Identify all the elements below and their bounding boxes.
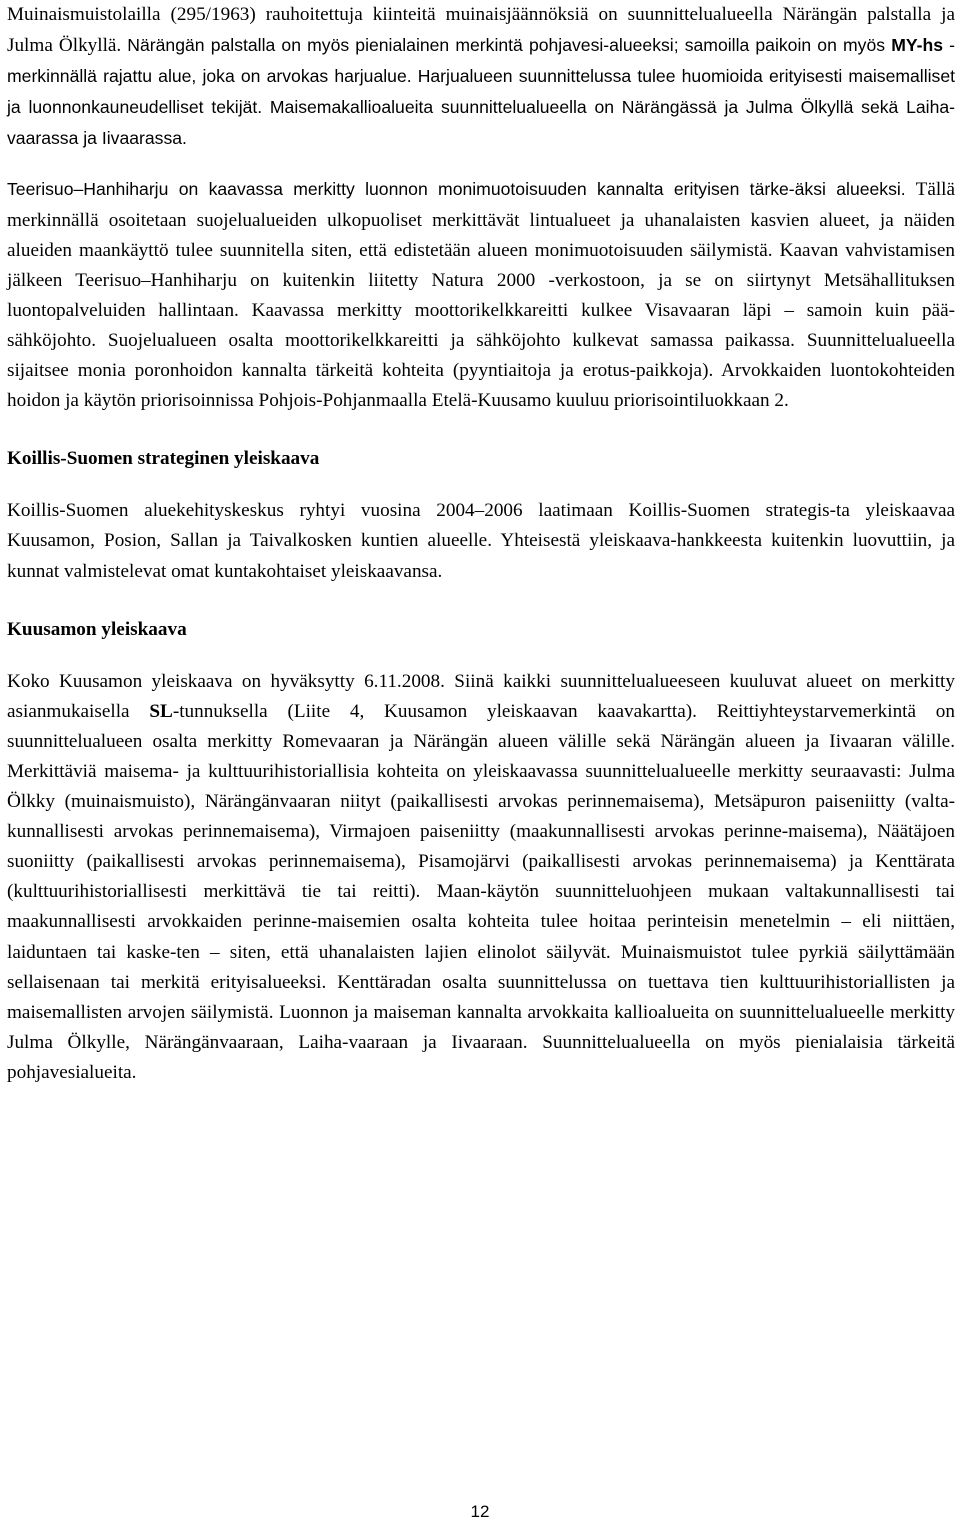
section-heading-strategic-plan: Koillis-Suomen strateginen yleiskaava <box>7 448 320 470</box>
teerisuo-paragraph <box>7 174 955 416</box>
kuusamo-plan-text-b: -tunnuksella (Liite 4, Kuusamon yleiskaavan kaavakartta). Reittiyhteystarvemerkintä on suunnittelualueen osalta merkitty Romevaaran ja Närängän alueen välille sekä Närängän alueen ja Iivaaran välille. Merkittäviä maisema- ja kulttuurihistoriallisia kohteita on yleiskaavassa suunnittelualueelle merkitty seuraavasti: Julma Ölkky (muinaismuisto), Närängänvaaran niityt (paikallisesti arvokas perinnemaisema), Metsäpuron paiseniitty (valta-kunnallisesti arvokas perinnemaisema), Virmajoen paiseniitty (maakunnallisesti arvokas perinne-maisema), Näätäjoen suoniitty (paikallisesti arvokas perinnemaisema), Pisamojärvi (paikallisesti arvokas perinnemaisema) ja Kenttärata (kulttuurihistoriallisesti merkittävä tie tai reitti). Maan-käytön suunnitteluohjeen mukaan valtakunnallisesti tai maakunnallisesti arvokkaiden perinne-maisemien osalta kohteita tulee hoitaa perinteisin menetelmin – eli niittäen, laiduntaen tai kaske-ten – siten, että uhanalaisten lajien elinolot säilyvät. Muinaismuistot tulee pyrkiä säilyttämään sellaisenaan tai merkitä erityisalueeksi. Kenttäradan osalta suunnittelussa on tuettava tien kulttuurihistoriallisten ja maisemallisten arvojen säilymistä. Luonnon ja maiseman kannalta arvokkaita kallioalueita on suunnittelualueelle merkitty Julma Ölkylle, Närängänvaaraan, Laiha-vaaraan ja Iivaaraan. Suunnittelualueella on myös pienialaisia tärkeitä pohjavesialueita. <box>7 700 955 1083</box>
intro-my-hs-code: MY-hs <box>891 35 943 56</box>
intro-sentence-2-end: -merkinnällä rajattu alue, joka on arvokas harjualue. <box>7 35 956 87</box>
kuusamo-sl-code: SL <box>149 700 173 722</box>
kuusamo-plan-text-a: Koko Kuusamon yleiskaava on hyväksytty 6.11.2008. Siinä kaikki suunnittelualueeseen kuuluvat alueet on merkitty asianmukaisella <box>7 670 955 722</box>
kuusamo-plan-paragraph <box>7 667 955 1088</box>
intro-sentence-1: Muinaismuistolailla (295/1963) rauhoitettuja kiinteitä muinaisjäännöksiä on suunnittelualueella Närängän palstalla ja Julma Ölkyllä. <box>7 4 955 57</box>
section-heading-kuusamo-plan: Kuusamon yleiskaava <box>7 618 187 640</box>
page-number: 12 <box>470 1502 490 1521</box>
teerisuo-body: Tällä merkinnällä osoitetaan suojelualueiden ulkopuoliset merkittävät lintualueet ja uhanalaisten kasvien alueet, ja näiden alueiden maankäyttö tulee suunnitella siten, että edistetään alueen monimuotoisuuden säilymistä. Kaavan vahvistamisen jälkeen Teerisuo–Hanhiharju on kuitenkin liitetty Natura 2000 -verkostoon, ja se on siirtynyt Metsähallituksen luontopalveluiden hallintaan. Kaavassa merkitty moottorikelkkareitti kulkee Visavaaran läpi – samoin kuin pää-sähköjohto. Suojelualueen osalta moottorikelkkareitti ja sähköjohto kulkevat samassa paikassa. Suunnittelualueella sijaitsee monia poronhoidon kannalta tärkeitä kohteita (pyyntiaitoja ja erotus-paikkoja). Arvokkaiden luontokohteiden hoidon ja käytön priorisoinnissa Pohjois-Pohjanmaalla Etelä-Kuusamo kuuluu priorisointiluokkaan 2. <box>7 179 956 412</box>
intro-sentence-3: Harjualueen suunnittelussa tulee huomioida erityisesti maisemalliset ja luonnonkauneudelliset tekijät. <box>7 66 955 118</box>
intro-sentence-4: Maisemakallioalueita suunnittelualueella on Närängässä ja Julma Ölkyllä sekä Laiha-vaarassa ja Iivaarassa. <box>7 97 955 149</box>
document-page <box>7 0 955 1088</box>
intro-sentence-2: Närängän palstalla on myös pienialainen merkintä pohjavesi-alueeksi; samoilla paikoin on myös <box>127 35 892 56</box>
strategic-plan-paragraph: Koillis-Suomen aluekehityskeskus ryhtyi vuosina 2004–2006 laatimaan Koillis-Suomen strategis-ta yleiskaavaa Kuusamon, Posion, Sallan ja Taivalkosken kuntien alueelle. Yhteisestä yleiskaava-hankkeesta kuitenkin luovuttiin, ja kunnat valmistelevat omat kuntakohtaiset yleiskaavansa. <box>7 500 955 582</box>
teerisuo-sentence-1: Teerisuo–Hanhiharju on kaavassa merkitty luonnon monimuotoisuuden kannalta erityisen tärke-äksi alueeksi. <box>7 179 906 200</box>
intro-paragraph <box>7 0 955 154</box>
